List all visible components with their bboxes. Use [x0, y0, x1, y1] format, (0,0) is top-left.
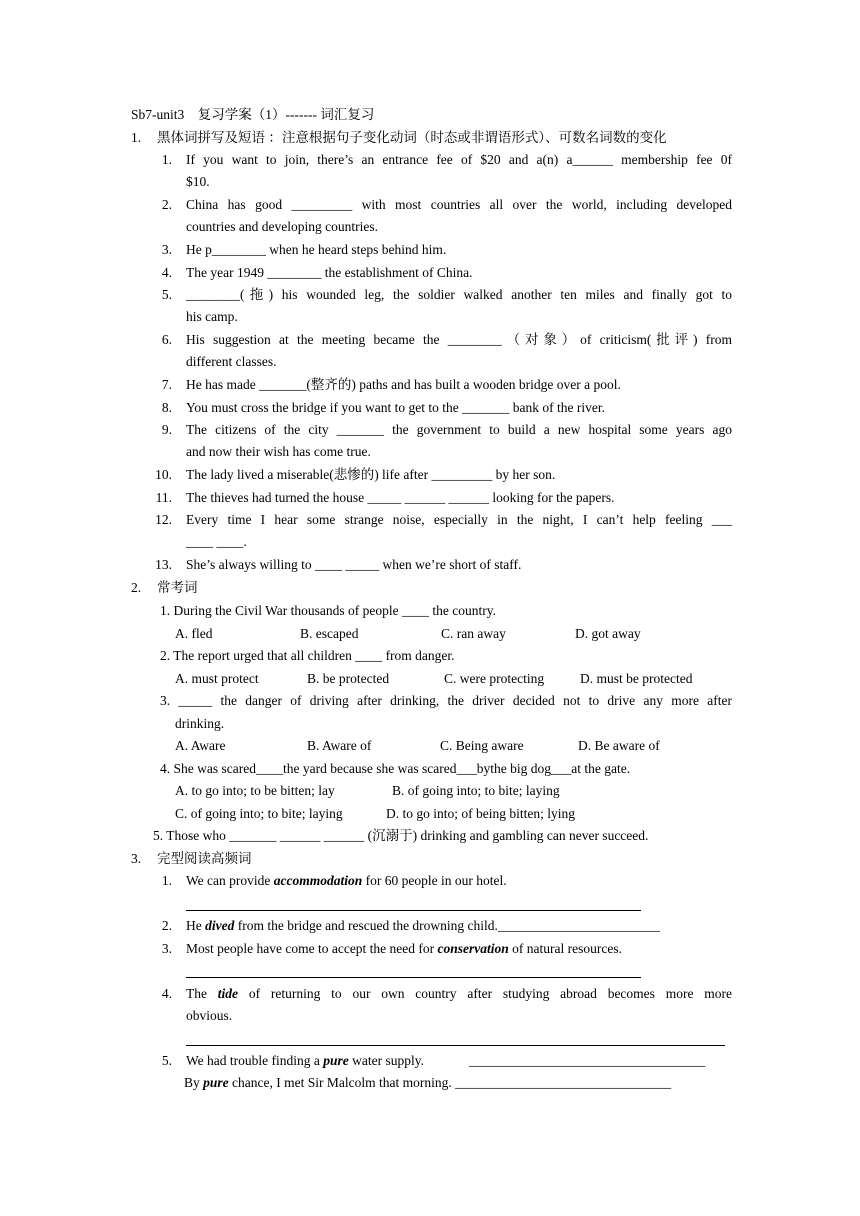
- s1-item-12-cont: ____ ____.: [186, 534, 247, 549]
- s1-item-number: 7.: [161, 377, 172, 392]
- s1-item-5-cont: his camp.: [186, 309, 238, 324]
- s1-item-9: The citizens of the city _______ the government to build a new hospital some years ago: [186, 422, 732, 437]
- s2-q5: 5. Those who _______ ______ ______ (沉溺于) drinking and gambling can never succeed.: [153, 828, 649, 843]
- s1-item-9-cont: and now their wish has come true.: [186, 444, 371, 459]
- s1-item-2-cont: countries and developing countries.: [186, 219, 378, 234]
- option: C. were protecting: [444, 671, 545, 686]
- s1-item-number: 4.: [161, 265, 172, 280]
- option: B. Aware of: [307, 738, 372, 753]
- keyword: conservation: [437, 941, 509, 956]
- s1-item-4: The year 1949 ________ the establishment of China.: [186, 265, 473, 280]
- s1-item-number: 11.: [155, 490, 172, 505]
- answer-line: [186, 910, 641, 911]
- s1-item-number: 12.: [155, 512, 172, 527]
- s1-item-11: The thieves had turned the house _____ ______ ______ looking for the papers.: [186, 490, 615, 505]
- s1-item-number: 10.: [155, 467, 172, 482]
- option: B. be protected: [307, 671, 390, 686]
- page-title: Sb7-unit3 复习学案（1）------- 词汇复习: [131, 107, 375, 122]
- s1-item-12: Every time I hear some strange noise, especially in the night, I can’t help feeling ___: [186, 512, 732, 527]
- section-1-heading: 黑体词拼写及短语 ：注意根据句子变化动词（时态或非谓语形式）、可数名词数的变化: [157, 130, 667, 145]
- section-3-number: 3.: [131, 851, 142, 866]
- section-1-number: 1.: [131, 130, 142, 145]
- option: A. Aware: [175, 738, 226, 753]
- section-2-heading: 常考词: [157, 580, 198, 595]
- option: B. escaped: [300, 626, 359, 641]
- section-2-number: 2.: [131, 580, 142, 595]
- s1-item-6: His suggestion at the meeting became the ________（对象）of criticism(批评) from: [186, 332, 732, 347]
- option: B. of going into; to bite; laying: [392, 783, 560, 798]
- option: A. to go into; to be bitten; lay: [175, 783, 335, 798]
- s1-item-8: You must cross the bridge if you want to get to the _______ bank of the river.: [186, 400, 605, 415]
- keyword: pure: [203, 1075, 229, 1090]
- s3-item-number: 3.: [161, 941, 172, 956]
- s3-item-number: 2.: [161, 918, 172, 933]
- option: D. Be aware of: [578, 738, 660, 753]
- answer-line: [186, 1045, 725, 1046]
- option: D. got away: [575, 626, 641, 641]
- answer-line: [186, 977, 641, 978]
- s2-q3: 3. _____ the danger of driving after drinking, the driver decided not to drive any more after: [160, 693, 732, 708]
- s1-item-7: He has made _______(整齐的) paths and has built a wooden bridge over a pool.: [186, 377, 621, 392]
- s1-item-1-cont: $10.: [186, 174, 210, 189]
- s3-sentence-4: The tide of returning to our own country after studying abroad becomes more more: [186, 986, 732, 1001]
- s1-item-number: 5.: [161, 287, 172, 302]
- s3-sentence-3: Most people have come to accept the need for conservation of natural resources.: [186, 941, 622, 956]
- s3-item-number: 4.: [161, 986, 172, 1001]
- keyword: accommodation: [273, 873, 363, 888]
- s2-q3-cont: drinking.: [175, 716, 225, 731]
- s1-item-number: 9.: [161, 422, 172, 437]
- s1-item-number: 13.: [155, 557, 172, 572]
- option: A. fled: [175, 626, 213, 641]
- option: A. must protect: [175, 671, 259, 686]
- s3-sentence-4-cont: obvious.: [186, 1008, 233, 1023]
- s3-item-number: 5.: [161, 1053, 172, 1068]
- s1-item-number: 1.: [161, 152, 172, 167]
- option: C. Being aware: [440, 738, 524, 753]
- keyword: dived: [205, 918, 235, 933]
- answer-blank: ___________________________________: [469, 1053, 706, 1068]
- s3-sentence-5b: By pure chance, I met Sir Malcolm that morning. ________________________________: [184, 1075, 672, 1090]
- s3-sentence-1: We can provide accommodation for 60 people in our hotel.: [186, 873, 507, 888]
- s1-item-number: 6.: [161, 332, 172, 347]
- s3-sentence-2: He dived from the bridge and rescued the drowning child.________________________: [186, 918, 660, 933]
- s1-item-10: The lady lived a miserable(悲惨的) life after _________ by her son.: [186, 467, 556, 482]
- s1-item-6-cont: different classes.: [186, 354, 277, 369]
- s1-item-3: He p________ when he heard steps behind him.: [186, 242, 447, 257]
- keyword: pure: [323, 1053, 349, 1068]
- s2-q2: 2. The report urged that all children ____ from danger.: [160, 648, 455, 663]
- s1-item-5: ________(拖) his wounded leg, the soldier walked another ten miles and finally got to: [186, 287, 732, 302]
- s1-item-number: 2.: [161, 197, 172, 212]
- s3-sentence-5: We had trouble finding a pure water supply.: [186, 1053, 424, 1068]
- section-3-heading: 完型阅读高频词: [157, 851, 252, 866]
- option: D. must be protected: [580, 671, 693, 686]
- s3-item-number: 1.: [161, 873, 172, 888]
- keyword: tide: [217, 986, 239, 1001]
- s1-item-1: If you want to join, there’s an entrance fee of $20 and a(n) a______ membership fee 0f: [186, 152, 732, 167]
- s2-q4: 4. She was scared____the yard because she was scared___bythe big dog___at the gate.: [160, 761, 631, 776]
- s2-q1: 1. During the Civil War thousands of people ____ the country.: [160, 603, 496, 618]
- s1-item-number: 3.: [161, 242, 172, 257]
- s1-item-13: She’s always willing to ____ _____ when we’re short of staff.: [186, 557, 522, 572]
- option: C. of going into; to bite; laying: [175, 806, 343, 821]
- option: C. ran away: [441, 626, 506, 641]
- s1-item-number: 8.: [161, 400, 172, 415]
- option: D. to go into; of being bitten; lying: [386, 806, 575, 821]
- s1-item-2: China has good _________ with most countries all over the world, including developed: [186, 197, 732, 212]
